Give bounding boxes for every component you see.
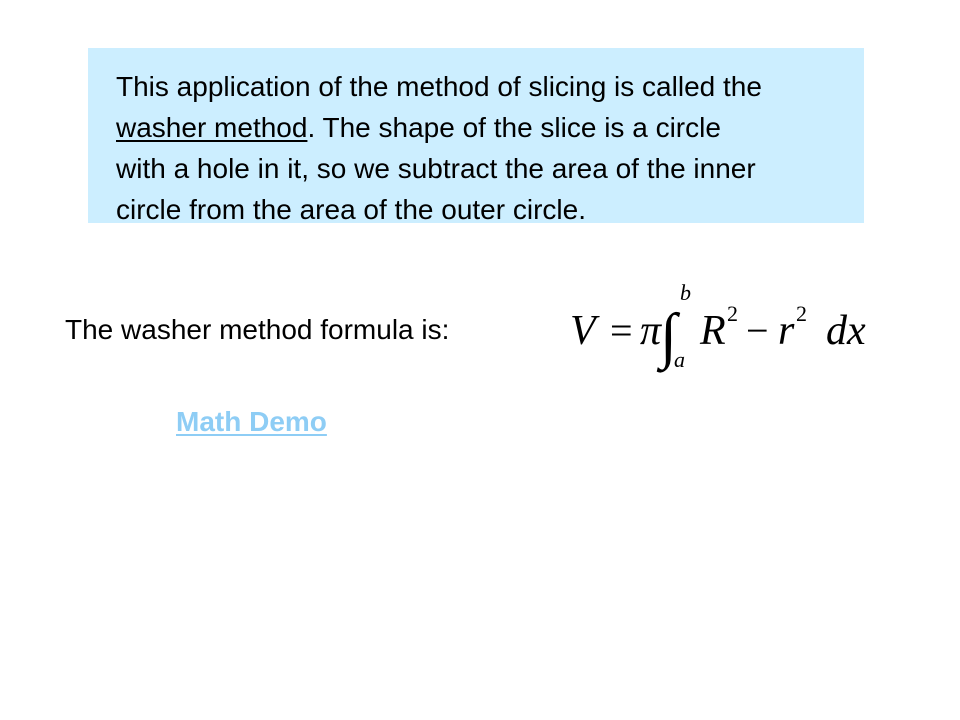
formula-graphic (560, 274, 880, 374)
callout-line-1: This application of the method of slicing is called the (116, 71, 762, 102)
formula-volume-symbol: V (570, 308, 596, 354)
formula-differential: dx (826, 308, 866, 354)
integral-upper-limit: b (680, 280, 691, 305)
callout-line-2-rest: . The shape of the slice is a circle (307, 112, 721, 143)
formula-inner-exponent: 2 (796, 301, 807, 326)
math-demo-link[interactable]: Math Demo (176, 406, 327, 437)
formula-pi-symbol: π (640, 308, 662, 354)
washer-method-term: washer method (116, 112, 308, 143)
formula-minus-sign: − (746, 308, 769, 353)
definition-callout (88, 48, 864, 223)
callout-line-4: circle from the area of the outer circle. (116, 194, 586, 225)
formula-equals-sign: = (610, 308, 633, 353)
formula-label: The washer method formula is: (65, 314, 450, 345)
formula-inner-radius: r (778, 308, 795, 354)
integral-lower-limit: a (674, 347, 685, 372)
formula-outer-exponent: 2 (727, 301, 738, 326)
formula-outer-radius: R (700, 308, 726, 354)
callout-line-3: with a hole in it, so we subtract the area of the inner (116, 153, 756, 184)
integral-sign: ∫ (660, 302, 677, 370)
callout-text (116, 66, 844, 230)
washer-formula (560, 274, 880, 374)
